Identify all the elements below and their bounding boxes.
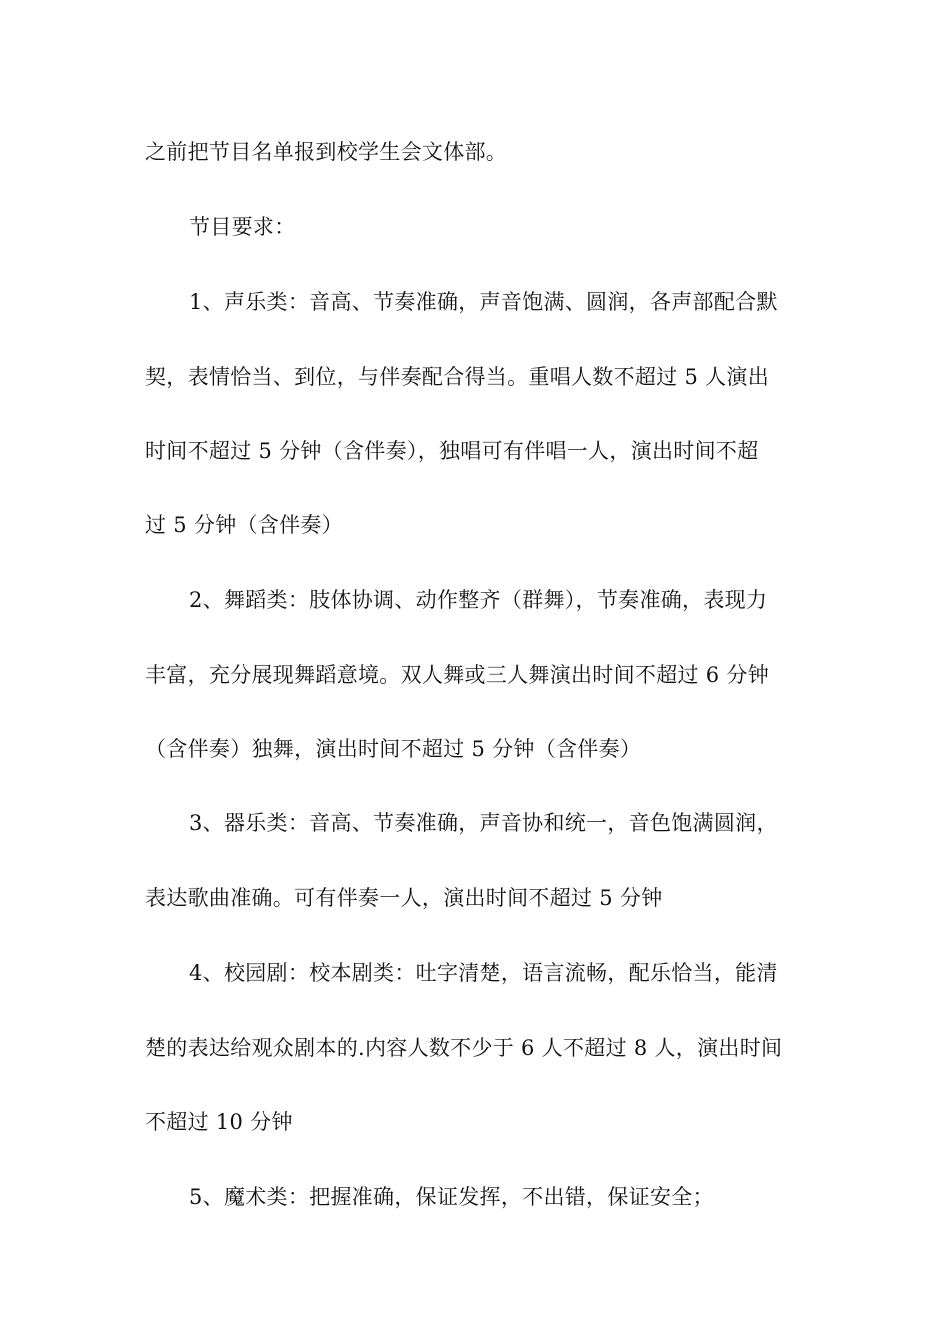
paragraph-line: 丰富，充分展现舞蹈意境。双人舞或三人舞演出时间不超过 6 分钟 — [145, 663, 770, 687]
section-heading: 节目要求： — [189, 215, 296, 239]
paragraph-line: 时间不超过 5 分钟（含伴奏），独唱可有伴唱一人，演出时间不超 — [145, 439, 759, 463]
paragraph-line: 契，表情恰当、到位，与伴奏配合得当。重唱人数不超过 5 人演出 — [145, 365, 770, 389]
paragraph-line: 过 5 分钟（含伴奏） — [145, 513, 344, 537]
paragraph-line: 表达歌曲准确。可有伴奏一人，演出时间不超过 5 分钟 — [145, 886, 663, 910]
paragraph-line: 5、魔术类：把握准确，保证发挥，不出错，保证安全； — [189, 1185, 714, 1209]
paragraph-line: 1、声乐类：音高、节奏准确，声音饱满、圆润，各声部配合默 — [189, 290, 778, 314]
paragraph-line: 不超过 10 分钟 — [145, 1110, 293, 1134]
paragraph-line: （含伴奏）独舞，演出时间不超过 5 分钟（含伴奏） — [145, 737, 642, 761]
paragraph-line: 4、校园剧：校本剧类：吐字清楚，语言流畅，配乐恰当，能清 — [189, 961, 778, 985]
paragraph-line: 3、器乐类：音高、节奏准确，声音协和统一，音色饱满圆润， — [189, 811, 778, 835]
paragraph-line: 之前把节目名单报到校学生会文体部。 — [145, 140, 508, 164]
paragraph-line: 楚的表达给观众剧本的.内容人数不少于 6 人不超过 8 人，演出时间 — [145, 1036, 783, 1060]
paragraph-line: 2、舞蹈类：肢体协调、动作整齐（群舞），节奏准确，表现力 — [189, 588, 768, 612]
